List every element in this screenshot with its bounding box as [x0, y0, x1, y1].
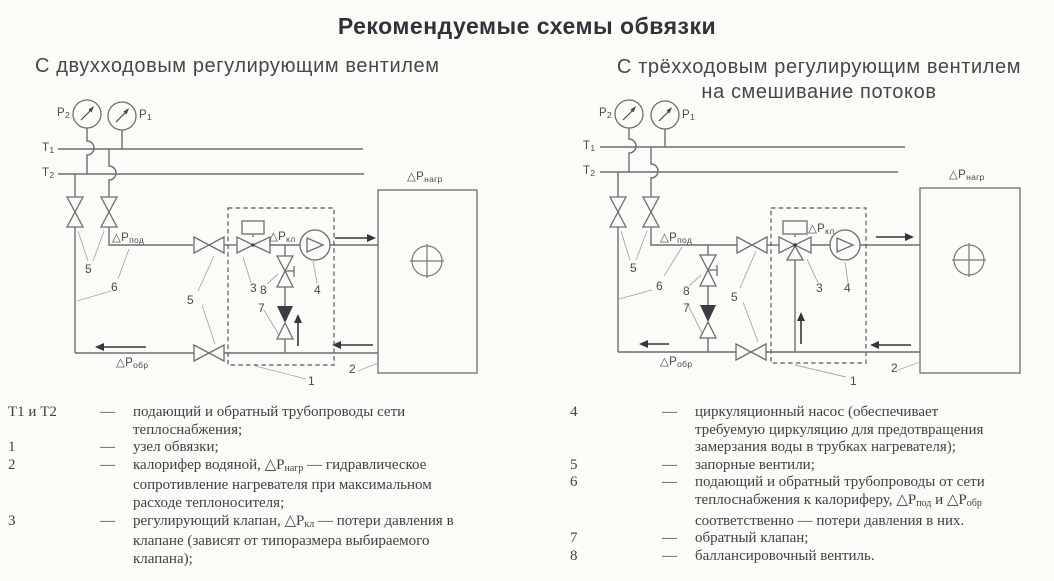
flow-arrow-from-heater: [870, 341, 911, 349]
legend-key: 3: [8, 512, 16, 529]
callout-piping-unit: 1: [850, 374, 857, 388]
legend-description: запорные вентили;: [695, 456, 815, 473]
return-shutoff-valve: [736, 344, 766, 360]
return-shutoff-valve: [194, 345, 224, 361]
bypass-branch: [700, 245, 717, 352]
callout-heater: 2: [891, 361, 898, 375]
pressure-gauge-p1: [108, 102, 136, 149]
legend-row: [8, 513, 548, 569]
bypass-branch: [277, 245, 294, 353]
balancing-valve-icon: [277, 256, 294, 287]
pressure-gauge-p1: [651, 101, 679, 147]
legend-description: циркуляционный насос (обеспечивает требуемую циркуляцию для предотвращения замерзания воды в трубках нагревателя);: [695, 404, 984, 456]
callout-network-pipes: 6: [656, 279, 663, 293]
label-dp-nagr: $\triangle Р_{нагр}$: [407, 171, 443, 184]
shutoff-valve-icon: [67, 197, 83, 227]
pressure-gauge-p2: [615, 100, 643, 172]
label-t1: $Т_1$: [583, 140, 596, 153]
legend-dash: —: [662, 456, 677, 473]
circulation-pump-icon: [300, 230, 330, 260]
label-dp-pod: $\triangle Р_{под}$: [112, 232, 145, 245]
legend-row: [570, 404, 1054, 457]
shutoff-valve-icon: [610, 197, 626, 227]
return-riser: [610, 172, 626, 352]
legend-dash: —: [662, 547, 677, 564]
check-valve-icon: [277, 306, 293, 339]
page-title: Рекомендуемые схемы обвязки: [337, 13, 717, 39]
label-dp-kl: $\triangle Р_{кл}$: [808, 223, 835, 236]
legend-description: подающий и обратный трубопроводы от сети теплоснабжения к калориферу, $\triangle Р_{под}$ и $\triangle Р_{обр}$ соответственно — потери давления в них.: [695, 474, 985, 529]
flow-arrow-to-heater: [876, 233, 914, 241]
label-dp-nagr: $\triangle Р_{нагр}$: [949, 169, 985, 182]
flow-arrow-to-heater: [335, 234, 376, 242]
label-dp-pod: $\triangle Р_{под}$: [660, 232, 693, 245]
callout-pump: 4: [844, 281, 851, 295]
legend-key: 2: [8, 456, 16, 473]
label-p1: $Р_1$: [682, 109, 696, 122]
legend-description: подающий и обратный трубопроводы сети теплоснабжения;: [133, 404, 406, 438]
callout-pump: 4: [314, 283, 321, 297]
legend-dash: —: [662, 530, 677, 547]
legend-key: Т1 и Т2: [8, 404, 57, 420]
legend-key: 1: [8, 439, 16, 456]
legend-description: узел обвязки;: [133, 439, 219, 456]
legend-row: [570, 548, 1054, 566]
callout-network-pipes: 6: [111, 280, 118, 294]
label-dp-obr: $\triangle Р_{обр}$: [116, 357, 149, 370]
legend-row: [570, 457, 1054, 475]
legend-key: 4: [570, 404, 578, 420]
callout-shutoff-valves: 5: [187, 293, 194, 307]
shutoff-valve-icon: [643, 197, 659, 227]
control-valve-2way: [237, 221, 270, 253]
return-riser: [67, 174, 83, 353]
control-valve-3way: [779, 221, 811, 260]
balancing-valve-icon: [700, 255, 717, 286]
legend-description: калорифер водяной, $\triangle Р_{нагр}$ — гидравлическое сопротивление нагревателя при максимальном расходе теплоносителя;: [133, 456, 432, 511]
legend-dash: —: [100, 439, 115, 456]
callout-shutoff-valves: 5: [85, 262, 92, 276]
legend-key: 8: [570, 547, 578, 564]
shutoff-valve-icon: [101, 197, 117, 227]
callout-check-valve: 7: [683, 301, 690, 315]
right-diagram-title-line2: на смешивание потоков: [701, 81, 937, 103]
legend-row: [570, 530, 1054, 548]
legend-description: регулирующий клапан, $\triangle Р_{кл}$ — потери давления в клапане (зависят от типоразмера выбираемого клапана);: [133, 512, 454, 567]
legend-row: [8, 404, 548, 439]
pressure-gauge-p2: [73, 100, 101, 174]
air-heater: [920, 188, 1020, 373]
callout-check-valve: 7: [258, 301, 265, 315]
legend-dash: —: [662, 404, 677, 420]
legend-row: [8, 439, 548, 457]
right-diagram-title-line1: С трёхходовым регулирующим вентилем: [616, 56, 1022, 78]
legend-dash: —: [100, 456, 115, 473]
callout-heater: 2: [349, 362, 356, 376]
supply-shutoff-valve: [737, 237, 767, 253]
legend-key: 6: [570, 474, 578, 491]
supply-shutoff-valve: [194, 237, 224, 253]
legend-left-column: [8, 404, 548, 568]
left-diagram-title: С двухходовым регулирующим вентилем: [35, 55, 440, 77]
callout-piping-unit: 1: [308, 374, 315, 388]
callout-balancing-valve: 8: [260, 283, 267, 297]
label-t2: $Т_2$: [583, 165, 596, 178]
legend-dash: —: [662, 474, 677, 491]
label-dp-kl: $\triangle Р_{кл}$: [269, 231, 296, 244]
label-p1: $Р_1$: [139, 109, 153, 122]
flow-arrow-from-heater: [332, 341, 373, 349]
callout-shutoff-valves: 5: [630, 261, 637, 275]
legend-row: [570, 474, 1054, 530]
upflow-arrow: [797, 312, 805, 344]
legend-dash: —: [100, 404, 115, 420]
legend-row: [8, 457, 548, 513]
legend-key: 5: [570, 456, 578, 473]
label-t2: $Т_2$: [42, 167, 55, 180]
circulation-pump-icon: [830, 230, 860, 260]
legend-dash: —: [100, 512, 115, 529]
callout-control-valve: 3: [250, 281, 257, 295]
legend-description: баллансировочный вентиль.: [695, 547, 875, 564]
legend-right-column: [570, 404, 1054, 565]
check-valve-icon: [700, 305, 716, 338]
label-t1: $Т_1$: [42, 142, 55, 155]
callout-balancing-valve: 8: [683, 284, 690, 298]
legend-description: обратный клапан;: [695, 530, 809, 547]
legend-key: 7: [570, 530, 578, 547]
label-p2: $Р_2$: [599, 107, 613, 120]
flow-arrow-return: [95, 343, 146, 351]
callout-control-valve: 3: [816, 281, 823, 295]
label-p2: $Р_2$: [57, 107, 71, 120]
flow-arrow-return: [639, 340, 669, 348]
upflow-arrow: [294, 314, 302, 346]
callout-shutoff-valves: 5: [731, 290, 738, 304]
label-dp-obr: $\triangle Р_{обр}$: [660, 356, 693, 369]
air-heater: [378, 190, 477, 373]
